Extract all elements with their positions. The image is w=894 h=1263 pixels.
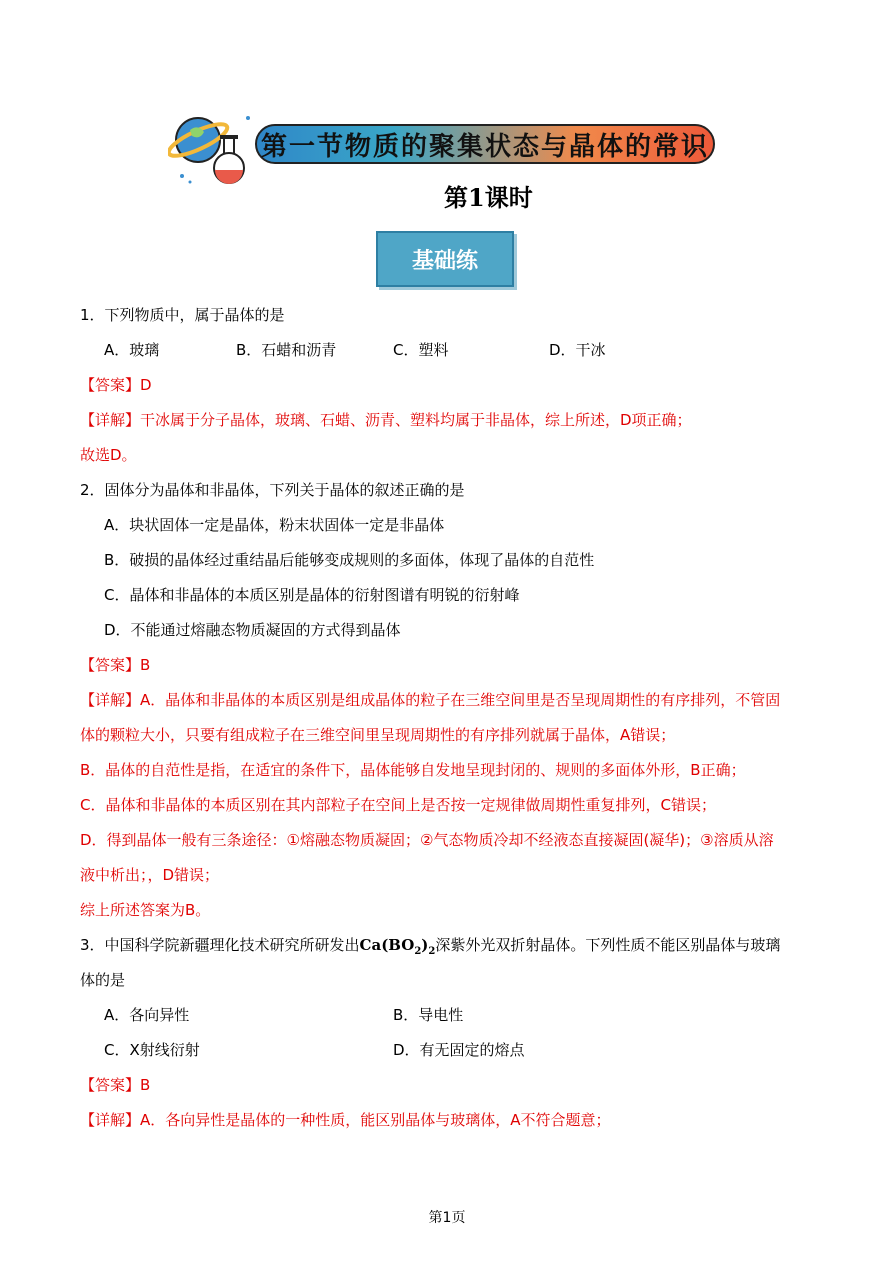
q3-stem bbox=[80, 934, 780, 957]
q1-answer: 【答案】D bbox=[80, 376, 152, 394]
formula-sub2: 2 bbox=[428, 946, 436, 957]
q1-stem: 1．下列物质中，属于晶体的是 bbox=[80, 306, 285, 324]
q2-detail-line: 【详解】A．晶体和非晶体的本质区别是组成晶体的粒子在三维空间里是否呈现周期性的有序排列，不管固 bbox=[80, 691, 781, 709]
q2-detail-line: 液中析出；，D错误； bbox=[80, 866, 220, 884]
q3-stem-before: 3．中国科学院新疆理化技术研究所研发出 bbox=[80, 936, 360, 954]
chapter-title-banner bbox=[255, 124, 715, 164]
q1-detail-line: 故选D。 bbox=[80, 446, 137, 464]
q2-option-d: D．不能通过熔融态物质凝固的方式得到晶体 bbox=[104, 621, 401, 639]
q2-option-c: C．晶体和非晶体的本质区别是晶体的衍射图谱有明锐的衍射峰 bbox=[104, 586, 520, 604]
chapter-title: 第一节物质的聚集状态与晶体的常识 bbox=[260, 131, 709, 162]
q3-stem-after: 深紫外光双折射晶体。下列性质不能区别晶体与玻璃 bbox=[435, 936, 781, 954]
q1-option-c: C．塑料 bbox=[393, 341, 449, 359]
q3-stem-line2: 体的是 bbox=[80, 971, 126, 989]
q3-option-b: B．导电性 bbox=[393, 1006, 464, 1024]
q3-option-a: A．各向异性 bbox=[104, 1006, 190, 1024]
section-label: 基础练 bbox=[411, 247, 478, 274]
formula-main: Ca(BO bbox=[359, 936, 415, 954]
q2-stem: 2．固体分为晶体和非晶体，下列关于晶体的叙述正确的是 bbox=[80, 481, 465, 499]
q2-detail-line: B．晶体的自范性是指，在适宜的条件下，晶体能够自发地呈现封闭的、规则的多面体外形，B正确； bbox=[80, 761, 746, 779]
q3-answer: 【答案】B bbox=[80, 1076, 151, 1094]
formula-sub1: 2 bbox=[414, 946, 422, 957]
q3-option-c: C．X射线衍射 bbox=[104, 1041, 200, 1059]
q2-answer: 【答案】B bbox=[80, 656, 151, 674]
q2-detail-line: C．晶体和非晶体的本质区别在其内部粒子在空间上是否按一定规律做周期性重复排列，C错误； bbox=[80, 796, 716, 814]
globe-flask-icon bbox=[168, 108, 260, 190]
q2-detail-line: 综上所述答案为B。 bbox=[80, 901, 211, 919]
formula-close: ) bbox=[421, 936, 429, 954]
q1-option-b: B．石蜡和沥青 bbox=[236, 341, 337, 359]
q2-option-b: B．破损的晶体经过重结晶后能够变成规则的多面体，体现了晶体的自范性 bbox=[104, 551, 595, 569]
lesson-label: 第1课时 bbox=[444, 183, 533, 212]
q2-detail-line: D．得到晶体一般有三条途径：①熔融态物质凝固；②气态物质冷却不经液态直接凝固(凝华)；③溶质从溶 bbox=[80, 831, 774, 849]
q2-detail-line: 体的颗粒大小，只要有组成粒子在三维空间里呈现周期性的有序排列就属于晶体，A错误； bbox=[80, 726, 676, 744]
q3-formula bbox=[359, 936, 436, 957]
q2-option-a: A．块状固体一定是晶体，粉末状固体一定是非晶体 bbox=[104, 516, 445, 534]
page-number: 第1页 bbox=[428, 1210, 466, 1226]
q1-detail-line: 【详解】干冰属于分子晶体，玻璃、石蜡、沥青、塑料均属于非晶体，综上所述，D项正确； bbox=[80, 411, 692, 429]
q3-detail-line: 【详解】A．各向异性是晶体的一种性质，能区别晶体与玻璃体，A不符合题意； bbox=[80, 1111, 611, 1129]
section-badge bbox=[376, 231, 514, 287]
q3-option-d: D．有无固定的熔点 bbox=[393, 1041, 525, 1059]
q1-option-a: A．玻璃 bbox=[104, 341, 160, 359]
q1-option-d: D．干冰 bbox=[549, 341, 606, 359]
